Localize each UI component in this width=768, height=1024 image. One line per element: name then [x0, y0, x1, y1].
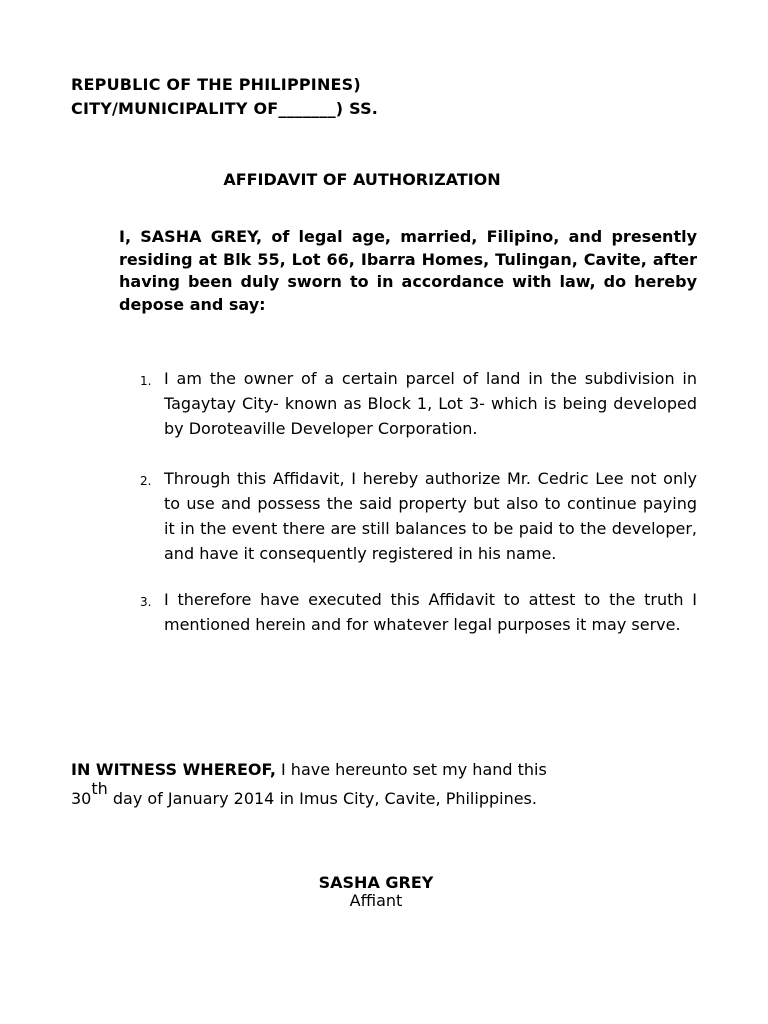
numbered-statements	[140, 366, 697, 637]
statement-text: I am the owner of a certain parcel of land in the subdivision in Tagaytay City- known as Block 1, Lot 3- which is being developed by Doroteaville Developer Corporation.	[164, 369, 697, 438]
witness-date-line	[71, 779, 537, 816]
witness-clause	[71, 758, 547, 782]
witness-text: I have hereunto set my hand this	[275, 760, 547, 779]
affiant-name: SASHA GREY	[318, 873, 434, 892]
witness-date-text: day of January 2014 in Imus City, Cavite, Philippines.	[107, 789, 537, 808]
statement-item-2	[140, 466, 697, 566]
intro-paragraph: I, SASHA GREY, of legal age, married, Filipino, and presently residing at Blk 55, Lot 66, Ibarra Homes, Tulingan, Cavite, after having been duly sworn to in accordance with law, do hereby depose and say:	[119, 227, 697, 314]
witness-day-suffix: th	[91, 779, 108, 798]
witness-day: 30	[71, 789, 92, 808]
statement-number: 3.	[140, 595, 152, 609]
signature-block	[0, 874, 752, 910]
statement-item-1	[140, 366, 697, 441]
venue-block	[71, 73, 378, 121]
statement-number: 2.	[140, 474, 152, 488]
statement-text: Through this Affidavit, I hereby authorize Mr. Cedric Lee not only to use and possess the said property but also to continue paying it in the event there are still balances to be paid to the developer, and have it consequently registered in his name.	[164, 469, 697, 563]
venue-line-republic: REPUBLIC OF THE PHILIPPINES)	[71, 75, 361, 94]
statement-item-3	[140, 587, 697, 637]
statement-number: 1.	[140, 374, 152, 388]
document-title: AFFIDAVIT OF AUTHORIZATION	[223, 170, 501, 189]
statement-text: I therefore have executed this Affidavit to attest to the truth I mentioned herein and for whatever legal purposes it may serve.	[164, 590, 697, 634]
witness-lead: IN WITNESS WHEREOF,	[71, 760, 276, 779]
venue-line-city: CITY/MUNICIPALITY OF_______) SS.	[71, 99, 379, 118]
affiant-role: Affiant	[349, 891, 403, 910]
